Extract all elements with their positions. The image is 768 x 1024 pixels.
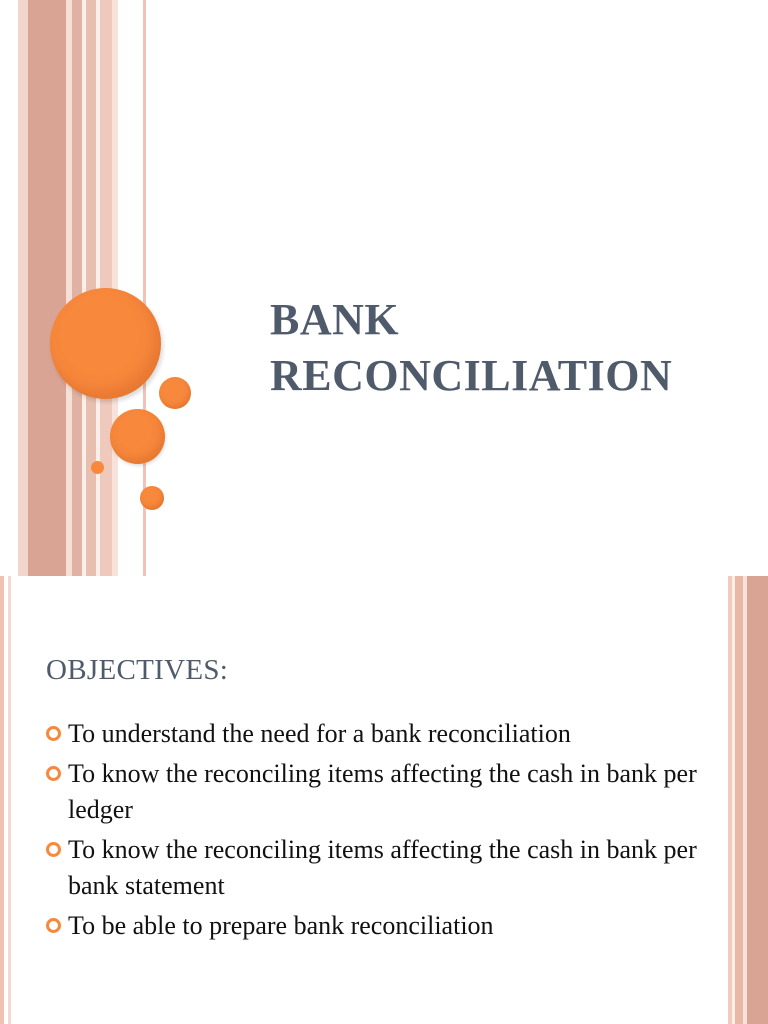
list-item bbox=[46, 832, 706, 904]
objectives-slide bbox=[0, 576, 768, 1024]
list-item bbox=[46, 908, 706, 944]
objectives-list bbox=[46, 716, 706, 948]
decorative-stripes-right bbox=[728, 576, 768, 1024]
medium-orange-circle bbox=[110, 409, 165, 464]
bullet-text: To be able to prepare bank reconciliation bbox=[68, 911, 494, 940]
small-orange-circle bbox=[159, 377, 191, 409]
stripe bbox=[28, 0, 66, 576]
tiny-orange-circle bbox=[91, 461, 104, 474]
decorative-stripes-left bbox=[0, 0, 150, 576]
bullet-text: To know the reconciling items affecting the cash in bank per bank statement bbox=[68, 835, 697, 900]
list-item bbox=[46, 716, 706, 752]
title-line-2: RECONCILIATION bbox=[270, 351, 673, 400]
hollow-circle-bullet-icon bbox=[46, 842, 61, 857]
slide-title bbox=[270, 292, 672, 404]
bullet-text: To understand the need for a bank reconciliation bbox=[68, 719, 571, 748]
title-line-1: BANK bbox=[270, 295, 400, 344]
hollow-circle-bullet-icon bbox=[46, 726, 61, 741]
stripe bbox=[0, 576, 4, 1024]
hollow-circle-bullet-icon bbox=[46, 918, 61, 933]
stripe bbox=[8, 576, 11, 1024]
stripe bbox=[747, 576, 768, 1024]
stripe bbox=[735, 576, 743, 1024]
hollow-circle-bullet-icon bbox=[46, 766, 61, 781]
bullet-text: To know the reconciling items affecting the cash in bank per ledger bbox=[68, 759, 697, 824]
stripe bbox=[72, 0, 82, 576]
objectives-heading: OBJECTIVES: bbox=[46, 654, 229, 686]
stripe bbox=[18, 0, 28, 576]
small-orange-circle bbox=[140, 486, 164, 510]
list-item bbox=[46, 756, 706, 828]
large-orange-circle bbox=[50, 288, 161, 399]
